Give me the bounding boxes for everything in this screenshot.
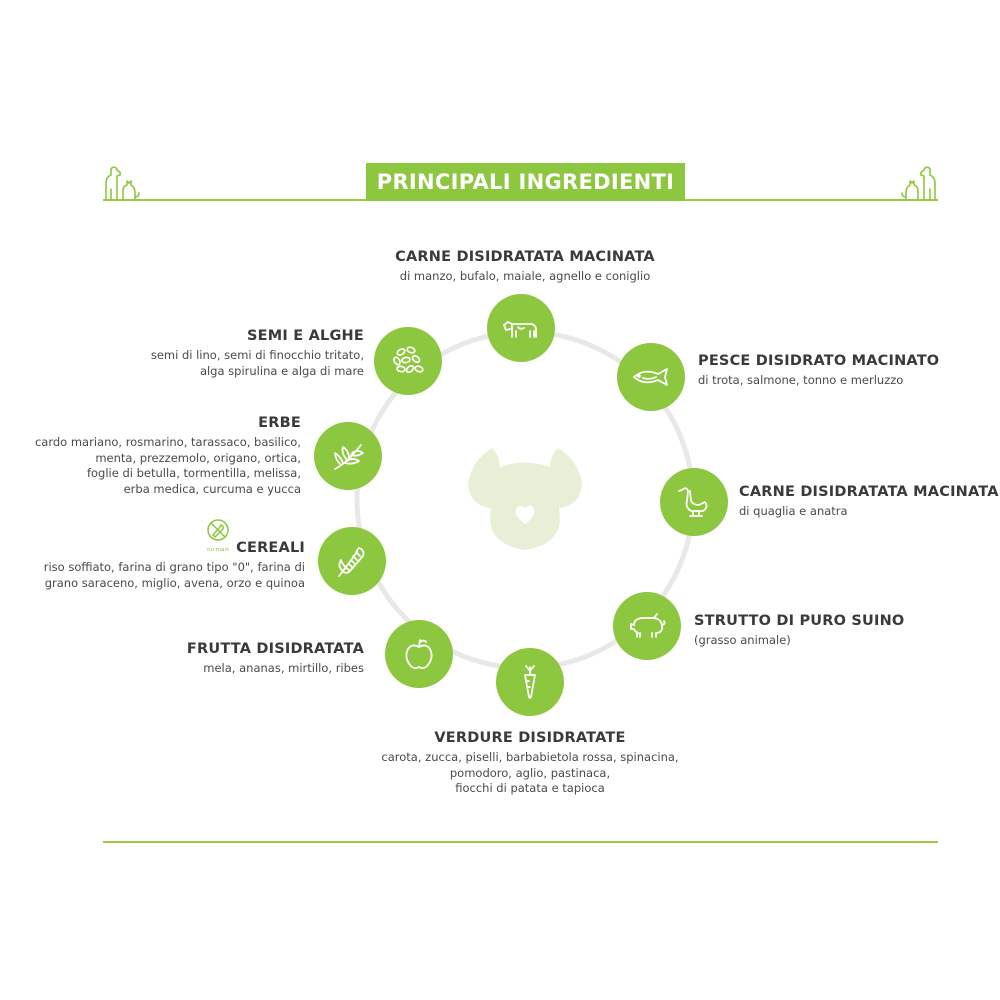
label-semi [100,328,364,379]
label-desc: cardo mariano, rosmarino, tarassaco, basilico, menta, prezzemolo, origano, ortica, foglie di betulla, tormentilla, melissa, erba medica, curcuma e yucca [34,435,301,496]
fish-icon-circle [617,343,685,411]
label-desc: carota, zucca, piselli, barbabietola rossa, spinacina, pomodoro, aglio, pastinaca, fiocchi di patata e tapioca [381,750,679,795]
herb-icon-circle [314,422,382,490]
label-erbe [20,415,301,497]
cow-icon [500,307,542,349]
pig-icon [626,605,668,647]
label-title: CARNE DISIDRATATA MACINATA [395,249,655,265]
goose-icon-circle [660,468,728,536]
carrot-icon-circle [496,648,564,716]
label-title: SEMI E ALGHE [247,328,364,344]
corn-icon [331,540,373,582]
label-desc: di trota, salmone, tonno e merluzzo [698,373,904,387]
fish-icon [630,356,672,398]
cow-icon-circle [487,294,555,362]
label-title: PESCE DISIDRATO MACINATO [698,353,940,369]
label-cereali [20,540,305,591]
label-desc: semi di lino, semi di finocchio tritato, alga spirulina e alga di mare [150,348,364,378]
dog-face-icon [468,448,582,550]
label-title: FRUTTA DISIDRATATA [186,641,364,657]
label-desc: di quaglia e anatra [739,504,848,518]
label-pesce [698,353,988,389]
herb-icon [327,435,369,477]
label-title: CEREALI [236,540,305,556]
label-frutta [110,641,364,677]
label-strutto [694,613,964,649]
page-title: PRINCIPALI INGREDIENTI [366,163,685,201]
label-title: STRUTTO DI PURO SUINO [694,613,905,629]
apple-icon [398,633,440,675]
seeds-icon [387,340,429,382]
label-carne-top [325,249,725,285]
label-verdure [330,730,730,797]
apple-icon-circle [385,620,453,688]
svg-text:no mais: no mais [207,547,229,553]
corn-icon-circle [318,527,386,595]
carrot-icon [509,661,551,703]
goose-icon [673,481,715,523]
label-desc: di manzo, bufalo, maiale, agnello e coniglio [399,269,651,283]
label-desc: (grasso animale) [694,633,791,647]
label-desc: riso soffiato, farina di grano tipo "0", farina di grano saraceno, miglio, avena, orzo e quinoa [43,560,305,590]
footer-line [103,841,938,843]
label-desc: mela, ananas, mirtillo, ribes [203,661,364,675]
label-title: VERDURE DISIDRATATE [434,730,626,746]
label-title: CARNE DISIDRATATA MACINATA [739,484,999,500]
label-title: ERBE [258,415,301,431]
seeds-icon-circle [374,327,442,395]
pig-icon-circle [613,592,681,660]
label-carne-right [739,484,999,520]
